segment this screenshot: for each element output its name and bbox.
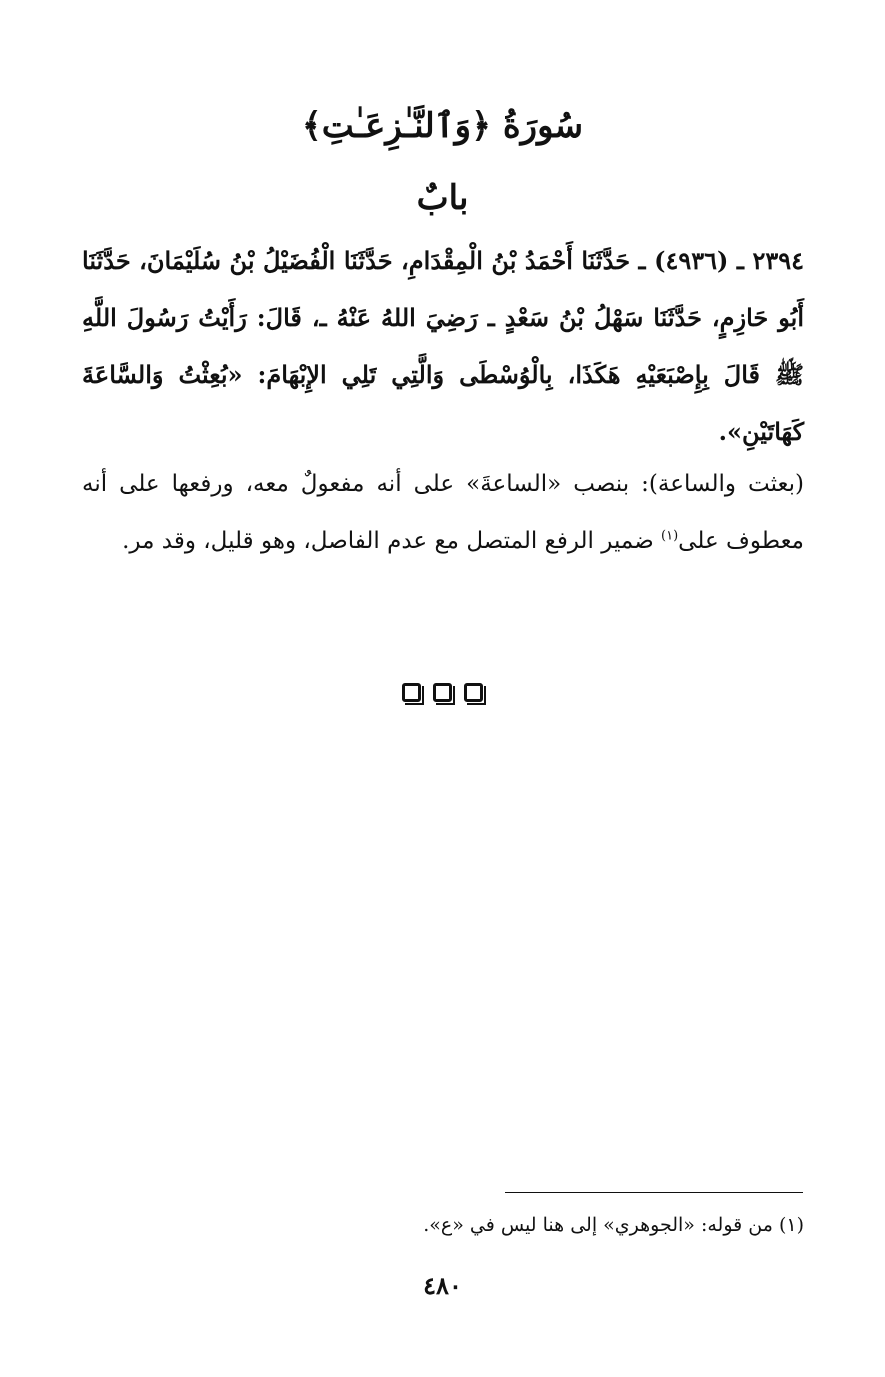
separator-box-icon bbox=[402, 683, 421, 702]
footnote-divider bbox=[505, 1192, 803, 1193]
hadith-text: ـ حَدَّثَنَا أَحْمَدُ بْنُ الْمِقْدَامِ، حَدَّثَنَا الْفُضَيْلُ بْنُ سُلَيْمَانَ، حَدَّثَنَا أَبُو حَازِمٍ، حَدَّثَنَا سَهْلُ بْنُ سَعْدٍ ـ رَضِيَ اللهُ عَنْهُ ـ، قَالَ: رَأَيْتُ رَسُولَ اللَّهِ ﷺ قَالَ بِإِصْبَعَيْهِ هَكَذَا، بِالْوُسْطَى وَالَّتِي تَلِي الإِبْهَامَ: «بُعِثْتُ وَالسَّاعَةَ كَهَاتَيْنِ». bbox=[82, 246, 804, 446]
separator-box-icon bbox=[433, 683, 452, 702]
hadith-number: ٢٣٩٤ ـ (٤٩٣٦) bbox=[654, 246, 804, 275]
commentary-text-start: (بعثت والساعة): بنصب «الساعةَ» على أنه مفعولٌ معه، ورفعها على أنه معطوف على bbox=[82, 471, 804, 554]
hadith-paragraph bbox=[82, 232, 804, 460]
separator-box-icon bbox=[464, 683, 483, 702]
footnote-reference: (١) bbox=[661, 528, 679, 544]
footnote-text: (١) من قوله: «الجوهري» إلى هنا ليس في «ع». bbox=[423, 1214, 804, 1236]
commentary-text-end: ضمير الرفع المتصل مع عدم الفاصل، وهو قليل، وقد مر. bbox=[122, 528, 662, 554]
surah-title: سُورَةُ ﴿وَٱلنَّـٰزِعَـٰتِ﴾ bbox=[301, 106, 584, 146]
commentary-paragraph bbox=[82, 456, 804, 570]
section-separator bbox=[0, 683, 885, 702]
page-number: ٤٨٠ bbox=[423, 1271, 462, 1300]
chapter-heading: بابٌ bbox=[416, 178, 469, 218]
